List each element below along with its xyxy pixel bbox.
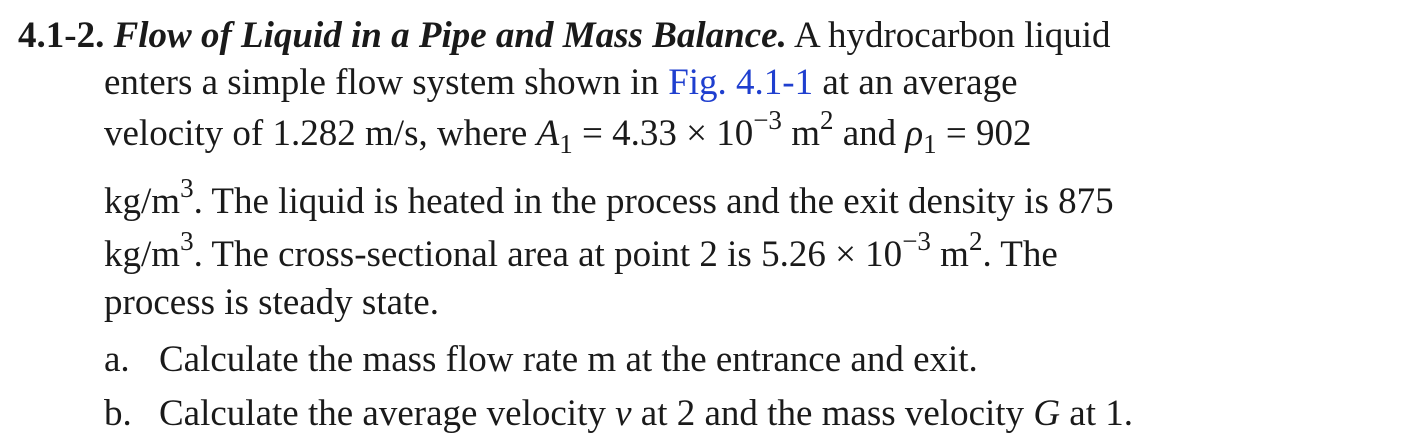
variable-velocity: v <box>615 393 632 434</box>
problem-text-line <box>104 281 439 325</box>
superscript: 2 <box>968 226 983 256</box>
option-text: Calculate the average velocity <box>159 393 616 434</box>
problem-number: 4.1-2. <box>18 15 105 56</box>
problem-text-segment: velocity of 1.282 m/s, where <box>104 113 537 154</box>
option-text: Calculate the mass flow rate m at the entrance and exit. <box>159 339 978 380</box>
problem-text-segment: and <box>833 113 906 154</box>
problem-text-segment: . The liquid is heated in the process and the exit density is 875 <box>193 181 1114 222</box>
problem-text-segment: m <box>930 234 969 275</box>
superscript: 3 <box>180 226 194 256</box>
problem-text-line <box>104 226 1058 277</box>
option-b <box>104 392 1133 436</box>
option-a <box>104 338 978 382</box>
figure-link[interactable]: Fig. 4.1-1 <box>668 62 814 103</box>
problem-text-segment: kg/m <box>104 234 181 275</box>
option-text: at 1. <box>1060 393 1133 434</box>
problem-text-segment: = 902 <box>936 113 1032 154</box>
variable-area: A <box>536 113 560 154</box>
problem-text-segment: at an average <box>813 62 1018 103</box>
subscript: 1 <box>923 129 937 159</box>
superscript: 2 <box>819 105 834 135</box>
subscript: 1 <box>559 129 573 159</box>
problem-text-segment: enters a simple flow system shown in <box>104 62 669 103</box>
problem-text-line <box>104 173 1114 224</box>
variable-density: ρ <box>905 113 924 154</box>
problem-text-segment: process is steady state. <box>104 282 439 323</box>
problem-text-segment: m <box>781 113 820 154</box>
problem-title: Flow of Liquid in a Pipe and Mass Balance. <box>113 15 787 56</box>
superscript: 3 <box>180 173 194 203</box>
superscript: −3 <box>753 105 782 135</box>
option-label: a. <box>104 339 130 380</box>
problem-text-segment: = 4.33 × 10 <box>572 113 754 154</box>
problem-text-line <box>104 61 1018 105</box>
superscript: −3 <box>902 226 931 256</box>
problem-text-segment: . The <box>982 234 1058 275</box>
option-label: b. <box>104 393 132 434</box>
problem-text-segment: A hydrocarbon liquid <box>786 15 1111 56</box>
problem-text-segment: kg/m <box>104 181 181 222</box>
problem-text-line <box>104 105 1032 159</box>
option-text: at 2 and the mass velocity <box>631 393 1034 434</box>
variable-mass-velocity: G <box>1033 393 1061 434</box>
problem-text-segment: . The cross-sectional area at point 2 is 5.26 × 10 <box>193 234 903 275</box>
problem-heading-line <box>18 14 1111 58</box>
